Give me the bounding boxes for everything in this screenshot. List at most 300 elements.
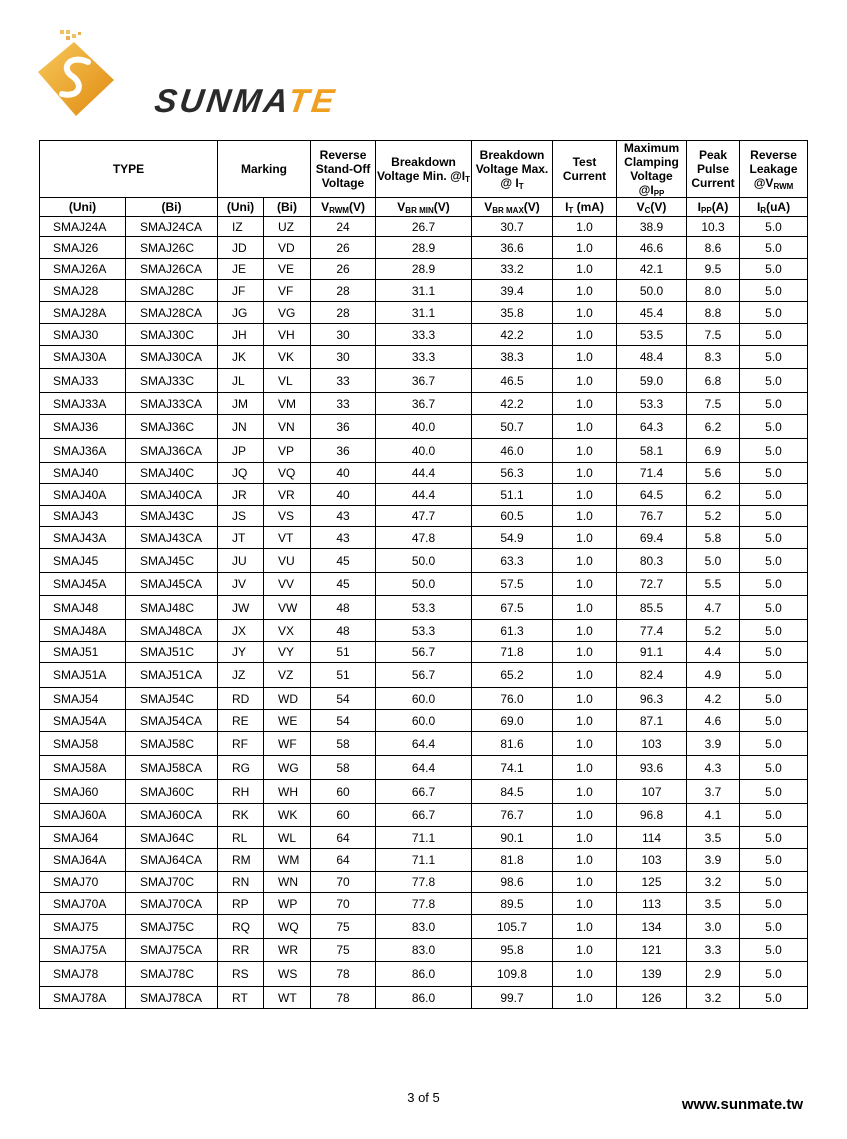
uni-part-cell: SMAJ26A — [40, 259, 126, 280]
clamping-voltage-cell: 77.4 — [617, 620, 687, 642]
marking-bi-cell: VQ — [264, 463, 311, 484]
uni-part-cell: SMAJ64 — [40, 827, 126, 849]
clamping-voltage-cell: 139 — [617, 962, 687, 987]
vbr-min-cell: 36.7 — [376, 369, 472, 393]
test-current-cell: 1.0 — [553, 688, 617, 710]
uni-part-cell: SMAJ33A — [40, 393, 126, 415]
marking-bi-cell: WH — [264, 780, 311, 804]
uni-part-cell: SMAJ43 — [40, 506, 126, 527]
table-row — [40, 527, 808, 549]
peak-pulse-current-cell: 4.7 — [687, 596, 740, 620]
vbr-max-cell: 81.8 — [472, 849, 553, 872]
clamping-voltage-cell: 126 — [617, 987, 687, 1009]
vc-subheader: $V_C(V)$ — [617, 198, 687, 217]
peak-pulse-current-cell: 5.6 — [687, 463, 740, 484]
marking-bi-cell: VV — [264, 573, 311, 596]
test-current-cell: 1.0 — [553, 463, 617, 484]
uni-part-cell: SMAJ30 — [40, 324, 126, 346]
uni-part-cell: SMAJ54A — [40, 710, 126, 732]
vrwm-cell: 33 — [311, 393, 376, 415]
vbr-max-cell: 81.6 — [472, 732, 553, 756]
clamping-voltage-cell: 42.1 — [617, 259, 687, 280]
vbr-max-cell: 65.2 — [472, 663, 553, 688]
vbr-max-cell: 95.8 — [472, 939, 553, 962]
bi-part-cell: SMAJ40CA — [126, 484, 218, 506]
bi-part-cell: SMAJ60CA — [126, 804, 218, 827]
marking-uni-cell: JL — [218, 369, 264, 393]
marking-bi-cell: VE — [264, 259, 311, 280]
vbr-min-cell: 28.9 — [376, 237, 472, 259]
vrwm-cell: 43 — [311, 527, 376, 549]
vbr-min-cell: 50.0 — [376, 573, 472, 596]
test-current-cell: 1.0 — [553, 506, 617, 527]
test-current-cell: 1.0 — [553, 872, 617, 893]
reverse-leakage-cell: 5.0 — [740, 915, 808, 939]
uni-part-cell: SMAJ45 — [40, 549, 126, 573]
vbr-max-cell: 35.8 — [472, 302, 553, 324]
table-row — [40, 259, 808, 280]
test-current-cell: 1.0 — [553, 393, 617, 415]
marking-uni-cell: RS — [218, 962, 264, 987]
clamping-voltage-cell: 71.4 — [617, 463, 687, 484]
vrwm-cell: 43 — [311, 506, 376, 527]
clamping-voltage-cell: 72.7 — [617, 573, 687, 596]
peak-pulse-current-cell: 2.9 — [687, 962, 740, 987]
reverse-leakage-cell: 5.0 — [740, 393, 808, 415]
test-current-cell: 1.0 — [553, 756, 617, 780]
marking-bi-cell: VM — [264, 393, 311, 415]
uni-part-cell: SMAJ40A — [40, 484, 126, 506]
marking-uni-cell: JZ — [218, 663, 264, 688]
reverse-leakage-cell: 5.0 — [740, 484, 808, 506]
table-row — [40, 849, 808, 872]
vbr-min-cell: 31.1 — [376, 302, 472, 324]
table-row — [40, 346, 808, 369]
test-current-cell: 1.0 — [553, 987, 617, 1009]
bi-part-cell: SMAJ75CA — [126, 939, 218, 962]
clamping-voltage-cell: 82.4 — [617, 663, 687, 688]
peak-pulse-current-cell: 5.8 — [687, 527, 740, 549]
peak-pulse-current-cell: 10.3 — [687, 217, 740, 237]
reverse-leakage-cell: 5.0 — [740, 439, 808, 463]
marking-bi-cell: VX — [264, 620, 311, 642]
marking-bi-cell: WL — [264, 827, 311, 849]
uni-part-cell: SMAJ43A — [40, 527, 126, 549]
vbr-min-cell: 53.3 — [376, 596, 472, 620]
test-current-cell: 1.0 — [553, 710, 617, 732]
website-url: www.sunmate.tw — [681, 1096, 803, 1113]
specifications-table — [39, 140, 808, 1009]
clamping-voltage-cell: 96.8 — [617, 804, 687, 827]
test-current-cell: 1.0 — [553, 369, 617, 393]
uni-part-cell: SMAJ33 — [40, 369, 126, 393]
test-current-cell: 1.0 — [553, 439, 617, 463]
bi-part-cell: SMAJ58CA — [126, 756, 218, 780]
vrwm-cell: 28 — [311, 280, 376, 302]
table-row — [40, 280, 808, 302]
ipp-subheader: $I_{PP}(A)$ — [687, 198, 740, 217]
peak-pulse-current-cell: 5.5 — [687, 573, 740, 596]
marking-bi-cell: VW — [264, 596, 311, 620]
reverse-leakage-cell: 5.0 — [740, 217, 808, 237]
reverse-leakage-cell: 5.0 — [740, 620, 808, 642]
vrwm-cell: 30 — [311, 346, 376, 369]
table-row — [40, 237, 808, 259]
reverse-leakage-cell: 5.0 — [740, 369, 808, 393]
reverse-leakage-cell: 5.0 — [740, 302, 808, 324]
bi-part-cell: SMAJ26CA — [126, 259, 218, 280]
uni-part-cell: SMAJ24A — [40, 217, 126, 237]
test-current-cell: 1.0 — [553, 527, 617, 549]
vbr-min-cell: 31.1 — [376, 280, 472, 302]
bi-part-cell: SMAJ48C — [126, 596, 218, 620]
table-row — [40, 915, 808, 939]
test-current-cell: 1.0 — [553, 415, 617, 439]
bi-part-cell: SMAJ58C — [126, 732, 218, 756]
reverse-leakage-cell: 5.0 — [740, 573, 808, 596]
uni-part-cell: SMAJ45A — [40, 573, 126, 596]
table-body — [40, 217, 808, 1009]
marking-bi-cell: WQ — [264, 915, 311, 939]
vrwm-cell: 58 — [311, 732, 376, 756]
vbr-max-cell: 46.5 — [472, 369, 553, 393]
vbr-min-cell: 40.0 — [376, 439, 472, 463]
marking-bi-subheader: (Bi) — [264, 198, 311, 217]
vbr-max-cell: 51.1 — [472, 484, 553, 506]
vbr-max-cell: 74.1 — [472, 756, 553, 780]
vbr-min-cell: 66.7 — [376, 780, 472, 804]
table-row — [40, 780, 808, 804]
vbr-max-cell: 50.7 — [472, 415, 553, 439]
vbr-max-cell: 57.5 — [472, 573, 553, 596]
marking-uni-cell: JU — [218, 549, 264, 573]
marking-uni-cell: JK — [218, 346, 264, 369]
peak-pulse-current-cell: 5.2 — [687, 506, 740, 527]
ir-subheader: $I_R(uA)$ — [740, 198, 808, 217]
clamping-voltage-cell: 58.1 — [617, 439, 687, 463]
bi-part-cell: SMAJ70CA — [126, 893, 218, 915]
test-current-header: Test Current — [553, 141, 617, 198]
marking-bi-cell: WM — [264, 849, 311, 872]
vrwm-cell: 58 — [311, 756, 376, 780]
table-row — [40, 324, 808, 346]
peak-pulse-current-cell: 4.9 — [687, 663, 740, 688]
vbr-max-cell: 84.5 — [472, 780, 553, 804]
table-row — [40, 415, 808, 439]
clamping-voltage-cell: 91.1 — [617, 642, 687, 663]
reverse-standoff-header: Reverse Stand-Off Voltage — [311, 141, 376, 198]
table-row — [40, 439, 808, 463]
table-row — [40, 939, 808, 962]
marking-bi-cell: WF — [264, 732, 311, 756]
clamping-voltage-cell: 80.3 — [617, 549, 687, 573]
table-row — [40, 573, 808, 596]
bi-part-cell: SMAJ54C — [126, 688, 218, 710]
uni-part-cell: SMAJ36 — [40, 415, 126, 439]
vbr-min-cell: 86.0 — [376, 987, 472, 1009]
uni-part-cell: SMAJ28 — [40, 280, 126, 302]
uni-part-cell: SMAJ36A — [40, 439, 126, 463]
marking-bi-cell: WD — [264, 688, 311, 710]
marking-uni-cell: RT — [218, 987, 264, 1009]
clamping-voltage-cell: 96.3 — [617, 688, 687, 710]
reverse-leakage-cell: 5.0 — [740, 893, 808, 915]
peak-pulse-current-cell: 6.2 — [687, 484, 740, 506]
peak-pulse-current-cell: 6.9 — [687, 439, 740, 463]
marking-uni-cell: JX — [218, 620, 264, 642]
page-number: 3 of 5 — [407, 1090, 440, 1105]
reverse-leakage-cell: 5.0 — [740, 756, 808, 780]
vrwm-cell: 54 — [311, 688, 376, 710]
bi-part-cell: SMAJ60C — [126, 780, 218, 804]
peak-pulse-current-cell: 4.4 — [687, 642, 740, 663]
peak-pulse-current-cell: 3.5 — [687, 827, 740, 849]
clamping-voltage-cell: 87.1 — [617, 710, 687, 732]
bi-part-cell: SMAJ78CA — [126, 987, 218, 1009]
marking-bi-cell: VK — [264, 346, 311, 369]
uni-part-cell: SMAJ75 — [40, 915, 126, 939]
reverse-leakage-header: Reverse Leakage $@V_{RWM}$ — [740, 141, 808, 198]
clamping-voltage-cell: 50.0 — [617, 280, 687, 302]
table-row — [40, 217, 808, 237]
reverse-leakage-cell: 5.0 — [740, 849, 808, 872]
marking-uni-cell: JQ — [218, 463, 264, 484]
peak-pulse-current-cell: 3.2 — [687, 987, 740, 1009]
table-row — [40, 642, 808, 663]
clamping-voltage-cell: 46.6 — [617, 237, 687, 259]
table-row — [40, 302, 808, 324]
marking-uni-cell: RE — [218, 710, 264, 732]
bi-part-cell: SMAJ78C — [126, 962, 218, 987]
peak-pulse-current-cell: 6.8 — [687, 369, 740, 393]
vrwm-cell: 48 — [311, 596, 376, 620]
marking-bi-cell: VY — [264, 642, 311, 663]
bi-subheader: (Bi) — [126, 198, 218, 217]
test-current-cell: 1.0 — [553, 732, 617, 756]
vrwm-cell: 75 — [311, 915, 376, 939]
vbr-max-cell: 98.6 — [472, 872, 553, 893]
clamping-voltage-cell: 121 — [617, 939, 687, 962]
vbr-max-cell: 76.7 — [472, 804, 553, 827]
marking-uni-cell: RF — [218, 732, 264, 756]
vbr-min-cell: 60.0 — [376, 710, 472, 732]
vbr-min-cell: 66.7 — [376, 804, 472, 827]
bi-part-cell: SMAJ36CA — [126, 439, 218, 463]
peak-pulse-current-cell: 3.9 — [687, 849, 740, 872]
bi-part-cell: SMAJ30C — [126, 324, 218, 346]
bi-part-cell: SMAJ51C — [126, 642, 218, 663]
vbr-min-cell: 53.3 — [376, 620, 472, 642]
marking-bi-cell: VN — [264, 415, 311, 439]
vrwm-cell: 64 — [311, 827, 376, 849]
vbr-min-cell: 33.3 — [376, 346, 472, 369]
peak-pulse-current-cell: 5.0 — [687, 549, 740, 573]
marking-uni-cell: JS — [218, 506, 264, 527]
marking-uni-cell: JE — [218, 259, 264, 280]
vbr-min-cell: 60.0 — [376, 688, 472, 710]
bi-part-cell: SMAJ33C — [126, 369, 218, 393]
vrwm-cell: 60 — [311, 804, 376, 827]
uni-part-cell: SMAJ26 — [40, 237, 126, 259]
peak-pulse-current-cell: 3.3 — [687, 939, 740, 962]
clamping-voltage-cell: 59.0 — [617, 369, 687, 393]
clamping-voltage-cell: 53.3 — [617, 393, 687, 415]
uni-subheader: (Uni) — [40, 198, 126, 217]
bi-part-cell: SMAJ40C — [126, 463, 218, 484]
uni-part-cell: SMAJ75A — [40, 939, 126, 962]
uni-part-cell: SMAJ51A — [40, 663, 126, 688]
vrwm-cell: 45 — [311, 549, 376, 573]
reverse-leakage-cell: 5.0 — [740, 549, 808, 573]
peak-pulse-current-cell: 4.6 — [687, 710, 740, 732]
clamping-voltage-cell: 64.5 — [617, 484, 687, 506]
vrwm-cell: 36 — [311, 439, 376, 463]
test-current-cell: 1.0 — [553, 346, 617, 369]
test-current-cell: 1.0 — [553, 804, 617, 827]
peak-pulse-current-cell: 8.3 — [687, 346, 740, 369]
reverse-leakage-cell: 5.0 — [740, 987, 808, 1009]
uni-part-cell: SMAJ58 — [40, 732, 126, 756]
vbr-min-cell: 86.0 — [376, 962, 472, 987]
clamping-voltage-cell: 125 — [617, 872, 687, 893]
vbr-max-cell: 90.1 — [472, 827, 553, 849]
vrwm-cell: 26 — [311, 259, 376, 280]
marking-bi-cell: UZ — [264, 217, 311, 237]
peak-pulse-current-cell: 8.6 — [687, 237, 740, 259]
bi-part-cell: SMAJ30CA — [126, 346, 218, 369]
table-row — [40, 463, 808, 484]
vbr-max-cell: 61.3 — [472, 620, 553, 642]
marking-uni-cell: RK — [218, 804, 264, 827]
breakdown-max-header: Breakdown Voltage Max. @ $I_T$ — [472, 141, 553, 198]
vrwm-cell: 75 — [311, 939, 376, 962]
test-current-cell: 1.0 — [553, 939, 617, 962]
test-current-cell: 1.0 — [553, 849, 617, 872]
peak-pulse-current-cell: 9.5 — [687, 259, 740, 280]
clamping-voltage-cell: 64.3 — [617, 415, 687, 439]
table-row — [40, 506, 808, 527]
uni-part-cell: SMAJ54 — [40, 688, 126, 710]
vbr-max-cell: 36.6 — [472, 237, 553, 259]
marking-uni-cell: JP — [218, 439, 264, 463]
marking-bi-cell: WN — [264, 872, 311, 893]
reverse-leakage-cell: 5.0 — [740, 827, 808, 849]
vbr-max-cell: 30.7 — [472, 217, 553, 237]
clamping-voltage-cell: 107 — [617, 780, 687, 804]
vbr-max-cell: 54.9 — [472, 527, 553, 549]
marking-uni-cell: RG — [218, 756, 264, 780]
vbr-max-cell: 89.5 — [472, 893, 553, 915]
test-current-cell: 1.0 — [553, 780, 617, 804]
reverse-leakage-cell: 5.0 — [740, 804, 808, 827]
marking-bi-cell: VU — [264, 549, 311, 573]
marking-uni-subheader: (Uni) — [218, 198, 264, 217]
peak-pulse-current-cell: 3.5 — [687, 893, 740, 915]
marking-bi-cell: VP — [264, 439, 311, 463]
reverse-leakage-cell: 5.0 — [740, 346, 808, 369]
vbr-max-cell: 46.0 — [472, 439, 553, 463]
vbr-max-cell: 56.3 — [472, 463, 553, 484]
marking-uni-cell: JT — [218, 527, 264, 549]
peak-pulse-current-cell: 3.7 — [687, 780, 740, 804]
type-header: TYPE — [40, 141, 218, 198]
vrwm-cell: 26 — [311, 237, 376, 259]
marking-uni-cell: JH — [218, 324, 264, 346]
uni-part-cell: SMAJ78 — [40, 962, 126, 987]
vbr-max-cell: 109.8 — [472, 962, 553, 987]
marking-bi-cell: VL — [264, 369, 311, 393]
clamping-voltage-cell: 69.4 — [617, 527, 687, 549]
peak-pulse-current-cell: 8.0 — [687, 280, 740, 302]
reverse-leakage-cell: 5.0 — [740, 872, 808, 893]
marking-uni-cell: RQ — [218, 915, 264, 939]
uni-part-cell: SMAJ70 — [40, 872, 126, 893]
table-row — [40, 549, 808, 573]
reverse-leakage-cell: 5.0 — [740, 415, 808, 439]
uni-part-cell: SMAJ48A — [40, 620, 126, 642]
clamping-voltage-cell: 45.4 — [617, 302, 687, 324]
peak-pulse-header: Peak Pulse Current — [687, 141, 740, 198]
peak-pulse-current-cell: 4.1 — [687, 804, 740, 827]
bi-part-cell: SMAJ36C — [126, 415, 218, 439]
vbr-min-cell: 64.4 — [376, 756, 472, 780]
vbr-min-cell: 71.1 — [376, 827, 472, 849]
vbr-min-cell: 77.8 — [376, 872, 472, 893]
vbr-max-cell: 33.2 — [472, 259, 553, 280]
test-current-cell: 1.0 — [553, 549, 617, 573]
vbr-min-cell: 40.0 — [376, 415, 472, 439]
table-row — [40, 804, 808, 827]
vbr-min-cell: 71.1 — [376, 849, 472, 872]
table-row — [40, 987, 808, 1009]
clamping-voltage-cell: 48.4 — [617, 346, 687, 369]
marking-uni-cell: JM — [218, 393, 264, 415]
table-row — [40, 369, 808, 393]
test-current-cell: 1.0 — [553, 324, 617, 346]
marking-bi-cell: VF — [264, 280, 311, 302]
peak-pulse-current-cell: 3.2 — [687, 872, 740, 893]
vrwm-cell: 40 — [311, 484, 376, 506]
peak-pulse-current-cell: 7.5 — [687, 324, 740, 346]
uni-part-cell: SMAJ48 — [40, 596, 126, 620]
marking-bi-cell: WG — [264, 756, 311, 780]
reverse-leakage-cell: 5.0 — [740, 732, 808, 756]
bi-part-cell: SMAJ33CA — [126, 393, 218, 415]
sunmate-s-emblem-icon — [30, 28, 130, 120]
table-row — [40, 872, 808, 893]
reverse-leakage-cell: 5.0 — [740, 324, 808, 346]
vbr-min-cell: 28.9 — [376, 259, 472, 280]
marking-bi-cell: VS — [264, 506, 311, 527]
vbr-max-cell: 38.3 — [472, 346, 553, 369]
bi-part-cell: SMAJ28CA — [126, 302, 218, 324]
uni-part-cell: SMAJ78A — [40, 987, 126, 1009]
company-logo — [30, 28, 340, 120]
vrwm-cell: 40 — [311, 463, 376, 484]
vbr-max-cell: 71.8 — [472, 642, 553, 663]
marking-bi-cell: VH — [264, 324, 311, 346]
marking-uni-cell: JF — [218, 280, 264, 302]
test-current-cell: 1.0 — [553, 893, 617, 915]
clamping-voltage-cell: 38.9 — [617, 217, 687, 237]
vrwm-cell: 51 — [311, 663, 376, 688]
vrwm-cell: 78 — [311, 962, 376, 987]
bi-part-cell: SMAJ24CA — [126, 217, 218, 237]
bi-part-cell: SMAJ64C — [126, 827, 218, 849]
vbr-min-cell: 83.0 — [376, 915, 472, 939]
bi-part-cell: SMAJ43CA — [126, 527, 218, 549]
marking-uni-cell: RR — [218, 939, 264, 962]
